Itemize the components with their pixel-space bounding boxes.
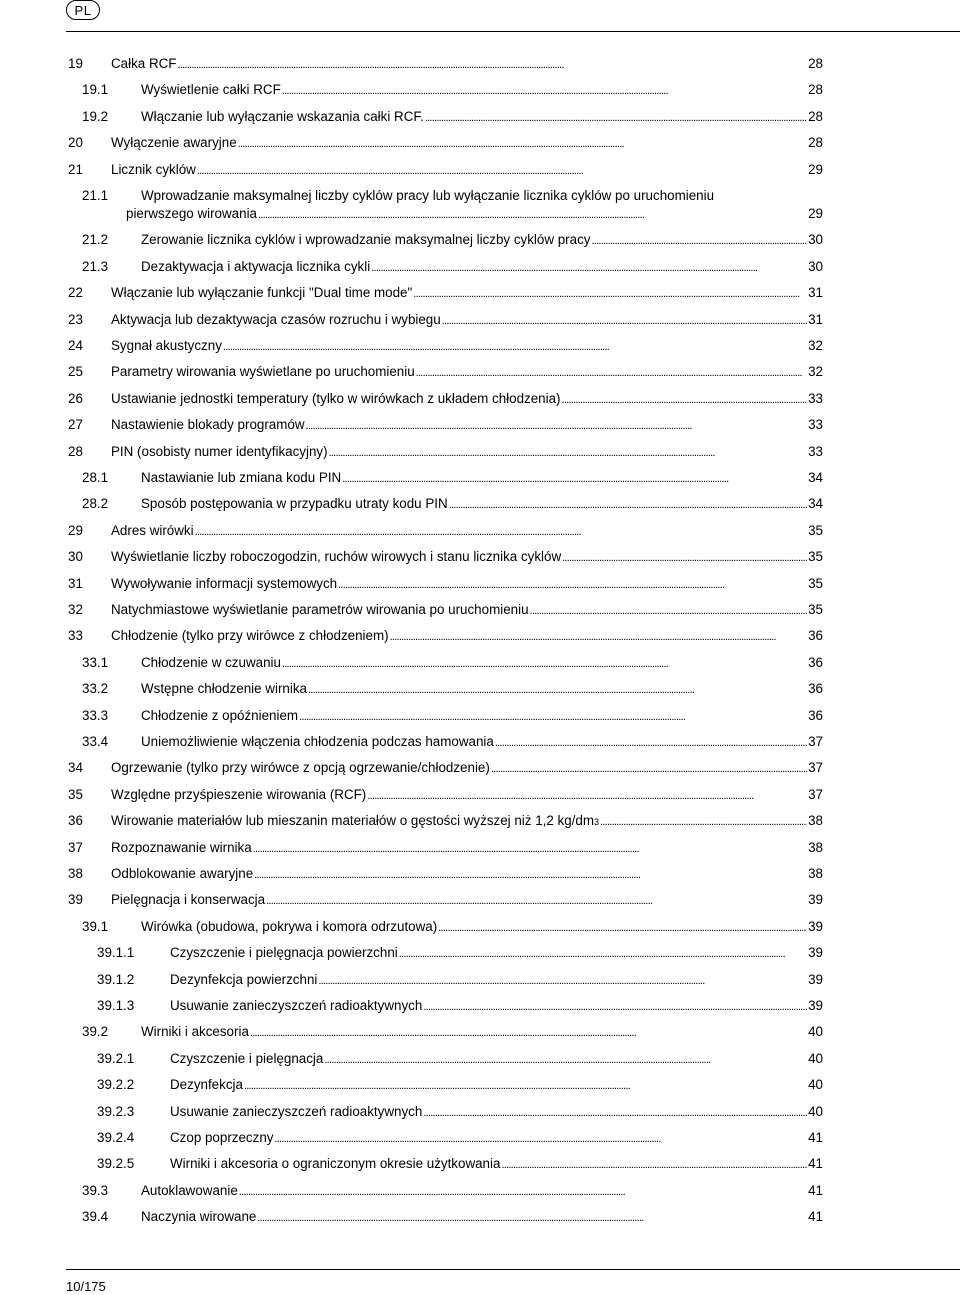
toc-entry-title: Włączanie lub wyłączanie wskazania całki RCF.: [141, 108, 424, 124]
toc-entry-page: 39: [808, 892, 823, 908]
toc-entry-title: Wirniki i akcesoria: [141, 1024, 249, 1040]
toc-entry-number: 38: [68, 866, 83, 881]
toc-entry-number: 23: [68, 311, 83, 327]
toc-leader-dots: [491, 759, 807, 778]
toc-leader-dots: [329, 443, 808, 462]
toc-entry-title: Wirniki i akcesoria o ograniczonym okresie użytkowania: [170, 1156, 501, 1172]
toc-leader-dots: [423, 1103, 807, 1122]
toc-leader-dots: [562, 548, 807, 567]
toc-leader-dots: [223, 337, 807, 356]
toc-entry-page: 35: [808, 522, 823, 538]
toc-entry-page: 35: [808, 575, 823, 591]
toc-entry-page: 38: [808, 866, 823, 881]
toc-leader-dots: [342, 469, 807, 488]
toc-leader-dots: [253, 839, 807, 858]
toc-entry-title: Ogrzewanie (tylko przy wirówce z opcją ogrzewanie/chłodzenie): [111, 760, 490, 776]
toc-entry-title: Czyszczenie i pielęgnacja: [170, 1050, 324, 1066]
toc-entry-page: 36: [808, 681, 823, 697]
toc-entry-number: 21.2: [82, 232, 109, 248]
toc-entry-number: 30: [68, 549, 83, 565]
toc-entry-page: 33: [808, 417, 823, 433]
toc-entry-page: 31: [808, 285, 823, 301]
toc-leader-dots: [423, 997, 807, 1016]
toc-entry-title: Wirówka (obudowa, pokrywa i komora odrzutowa): [141, 918, 438, 934]
toc-entry-number: 21.3: [82, 258, 109, 274]
toc-entry-title: Wyświetlenie całki RCF: [141, 82, 281, 98]
toc-leader-dots: [299, 707, 807, 726]
toc-entry-number: 21.1: [82, 188, 109, 203]
toc-leader-dots: [438, 918, 807, 937]
toc-entry-number: 19.2: [82, 108, 109, 124]
toc-entry-page: 34: [808, 470, 823, 485]
toc-entry-title: Wprowadzanie maksymalnej liczby cyklów pracy lub wyłączanie licznika cyklów po uruchomieniu: [141, 188, 715, 203]
toc-leader-dots: [177, 55, 807, 74]
toc-leader-dots: [254, 865, 807, 884]
toc-entry-superscript: 3: [594, 817, 600, 828]
toc-entry-number: 39: [68, 892, 83, 908]
toc-entry-title: Wirowanie materiałów lub mieszanin materiałów o gęstości wyższej niż 1,2 kg/dm: [111, 813, 594, 829]
toc-leader-dots: [266, 891, 807, 910]
toc-entry-page: 33: [808, 443, 823, 459]
toc-entry-title: Wstępne chłodzenie wirnika: [141, 681, 307, 697]
toc-entry-number: 25: [68, 364, 83, 380]
toc-leader-dots: [257, 1208, 807, 1227]
toc-entry-page: 41: [808, 1182, 823, 1198]
toc-leader-dots: [250, 1023, 807, 1042]
language-badge: PL: [66, 0, 100, 20]
toc-entry-page: 36: [808, 628, 823, 644]
toc-entry-number: 28: [68, 443, 83, 459]
toc-entry-page: 39: [808, 971, 823, 987]
toc-entry-title-continued: pierwszego wirowania: [126, 206, 257, 221]
toc-entry-page: 41: [808, 1130, 823, 1145]
toc-entry-number: 39.2.1: [97, 1050, 135, 1066]
toc-entry-title: Wyświetlanie liczby roboczogodzin, ruchów wirowych i stanu licznika cyklów: [111, 549, 562, 565]
toc-entry-number: 39.1.3: [97, 998, 135, 1013]
toc-entry-number: 21: [68, 161, 83, 177]
toc-entry-title: Dezaktywacja i aktywacja licznika cykli: [141, 258, 371, 274]
toc-entry-number: 33.3: [82, 707, 109, 723]
toc-leader-dots: [197, 161, 807, 180]
toc-entry-number: 33.1: [82, 654, 109, 670]
toc-entry-number: 39.1.1: [97, 945, 135, 961]
toc-entry-number: 19: [68, 56, 83, 71]
toc-entry-page: 39: [808, 998, 823, 1013]
toc-entry-number: 27: [68, 417, 83, 433]
toc-entry-page: 28: [808, 135, 823, 151]
toc-entry-page: 31: [808, 311, 823, 327]
toc-entry-number: 36: [68, 813, 83, 829]
toc-entry-number: 39.4: [82, 1209, 109, 1225]
toc-entry-title: Natychmiastowe wyświetlanie parametrów wirowania po uruchomieniu: [111, 602, 529, 617]
toc-leader-dots: [530, 601, 808, 620]
toc-entry-title: Adres wirówki: [111, 522, 194, 538]
toc-leader-dots: [282, 81, 807, 100]
toc-entry-number: 39.2.4: [97, 1130, 135, 1145]
toc-entry-number: 28.2: [82, 496, 109, 512]
toc-entry-page: 39: [808, 945, 823, 961]
toc-entry-page: 32: [808, 338, 823, 353]
toc-leader-dots: [442, 311, 807, 330]
toc-entry-title: Licznik cyklów: [111, 161, 196, 177]
toc-entry-number: 39.2.5: [97, 1156, 135, 1172]
toc-leader-dots: [562, 390, 808, 409]
toc-entry-number: 33.2: [82, 681, 109, 697]
toc-entry-number: 22: [68, 285, 83, 301]
toc-entry-page: 28: [808, 82, 823, 98]
toc-entry-page: 37: [808, 760, 823, 776]
toc-entry-number: 39.2.2: [97, 1077, 135, 1093]
footer-divider: [66, 1269, 960, 1270]
toc-entry-title: Ustawianie jednostki temperatury (tylko w wirówkach z układem chłodzenia): [111, 390, 561, 406]
toc-entry-page: 39: [808, 918, 823, 934]
toc-entry-title: Wywoływanie informacji systemowych: [111, 575, 338, 591]
toc-entry-page: 34: [808, 496, 823, 512]
toc-entry-title: Chłodzenie (tylko przy wirówce z chłodzeniem): [111, 628, 389, 644]
toc-leader-dots: [239, 1182, 807, 1201]
toc-leader-dots: [244, 1076, 807, 1095]
toc-entry-page: 36: [808, 654, 823, 670]
toc-entry-title: Rozpoznawanie wirnika: [111, 839, 252, 855]
toc-entry-number: 39.2.3: [97, 1103, 135, 1119]
toc-entry-number: 20: [68, 135, 83, 151]
toc-entry-title: Chłodzenie w czuwaniu: [141, 654, 281, 670]
toc-leader-dots: [195, 522, 808, 541]
toc-entry-title: Naczynia wirowane: [141, 1209, 257, 1225]
toc-entry-title: Wyłączenie awaryjne: [111, 135, 237, 151]
toc-entry-title: Nastawienie blokady programów: [111, 417, 305, 433]
toc-entry-page: 29: [808, 161, 823, 177]
toc-leader-dots: [306, 416, 808, 435]
toc-entry-page: 38: [808, 813, 823, 829]
toc-leader-dots: [416, 363, 807, 382]
toc-entry-number: 31: [68, 575, 83, 591]
toc-entry-number: 39.1: [82, 918, 109, 934]
toc-entry-number: 37: [68, 839, 83, 855]
toc-entry-title: Czyszczenie i pielęgnacja powierzchni: [170, 945, 398, 961]
page-number: 10/175: [66, 1279, 106, 1294]
toc-leader-dots: [274, 1129, 807, 1148]
toc-leader-dots: [371, 258, 807, 277]
toc-entry-title: Włączanie lub wyłączanie funkcji "Dual time mode": [111, 285, 413, 301]
toc-entry-number: 32: [68, 602, 83, 617]
toc-leader-dots: [367, 786, 807, 805]
toc-entry-number: 35: [68, 786, 83, 802]
toc-leader-dots: [495, 733, 807, 752]
toc-entry-page: 40: [808, 1103, 823, 1119]
toc-entry-title: Całka RCF: [111, 56, 177, 71]
toc-entry-page: 41: [808, 1156, 823, 1172]
toc-leader-dots: [318, 971, 807, 990]
toc-entry-page: 32: [808, 364, 823, 380]
toc-entry-number: 28.1: [82, 470, 109, 485]
toc-entry-title: Dezynfekcja: [170, 1077, 243, 1093]
toc-entry-title: Względne przyśpieszenie wirowania (RCF): [111, 786, 367, 802]
toc-entry-number: 19.1: [82, 82, 109, 98]
toc-entry-title: Nastawianie lub zmiana kodu PIN: [141, 470, 342, 485]
toc-entry-page: 40: [808, 1077, 823, 1093]
toc-entry-number: 39.1.2: [97, 971, 135, 987]
toc-entry-title: Parametry wirowania wyświetlane po uruchomieniu: [111, 364, 415, 380]
toc-entry-title: Autoklawowanie: [141, 1182, 238, 1198]
toc-leader-dots: [238, 134, 807, 153]
toc-entry-page: 30: [808, 232, 823, 248]
toc-leader-dots: [425, 108, 807, 127]
toc-leader-dots: [399, 944, 807, 963]
header-divider: [66, 31, 960, 32]
toc-entry-title: Aktywacja lub dezaktywacja czasów rozruchu i wybiegu: [111, 311, 441, 327]
toc-entry-title: Usuwanie zanieczyszczeń radioaktywnych: [170, 998, 423, 1013]
toc-entry-title: Czop poprzeczny: [170, 1130, 274, 1145]
toc-leader-dots: [258, 205, 807, 224]
toc-entry-title: PIN (osobisty numer identyfikacyjny): [111, 443, 328, 459]
toc-entry-number: 29: [68, 522, 83, 538]
toc-leader-dots: [501, 1155, 807, 1174]
toc-entry-page: 36: [808, 707, 823, 723]
toc-entry-title: Usuwanie zanieczyszczeń radioaktywnych: [170, 1103, 423, 1119]
toc-entry-title: Zerowanie licznika cyklów i wprowadzanie maksymalnej liczby cyklów pracy: [141, 232, 591, 248]
toc-leader-dots: [324, 1050, 807, 1069]
toc-entry-page: 28: [808, 56, 823, 71]
toc-leader-dots: [591, 231, 807, 250]
toc-entry-number: 34: [68, 760, 83, 776]
toc-entry-page: 41: [808, 1209, 823, 1225]
toc-entry-page: 28: [808, 108, 823, 124]
toc-entry-title: Sposób postępowania w przypadku utraty kodu PIN: [141, 496, 448, 512]
toc-entry-number: 33: [68, 628, 83, 644]
toc-entry-page: 35: [808, 549, 823, 565]
toc-entry-page: 37: [808, 734, 823, 749]
toc-entry-title: Uniemożliwienie włączenia chłodzenia podczas hamowania: [141, 734, 494, 749]
toc-entry-number: 26: [68, 390, 83, 406]
toc-leader-dots: [413, 284, 807, 303]
toc-entry-title: Odblokowanie awaryjne: [111, 866, 254, 881]
toc-entry-page: 29: [808, 206, 823, 221]
toc-entry-number: 33.4: [82, 734, 109, 749]
toc-entry-page: 40: [808, 1050, 823, 1066]
toc-entry-number: 39.3: [82, 1182, 109, 1198]
toc-entry-title: Pielęgnacja i konserwacja: [111, 892, 266, 908]
toc-entry-title: Sygnał akustyczny: [111, 338, 222, 353]
toc-leader-dots: [449, 495, 807, 514]
toc-leader-dots: [600, 812, 807, 831]
toc-leader-dots: [308, 680, 807, 699]
toc-entry-title: Chłodzenie z opóźnieniem: [141, 707, 299, 723]
toc-leader-dots: [338, 575, 807, 594]
toc-entry-page: 35: [808, 602, 823, 617]
toc-entry-page: 40: [808, 1024, 823, 1040]
toc-entry-page: 33: [808, 390, 823, 406]
toc-leader-dots: [282, 654, 807, 673]
toc-entry-number: 24: [68, 338, 83, 353]
toc-entry-title: Dezynfekcja powierzchni: [170, 971, 318, 987]
toc-leader-dots: [390, 627, 808, 646]
toc-entry-page: 38: [808, 839, 823, 855]
toc-entry-number: 39.2: [82, 1024, 109, 1040]
toc-entry-page: 30: [808, 258, 823, 274]
toc-entry-page: 37: [808, 786, 823, 802]
